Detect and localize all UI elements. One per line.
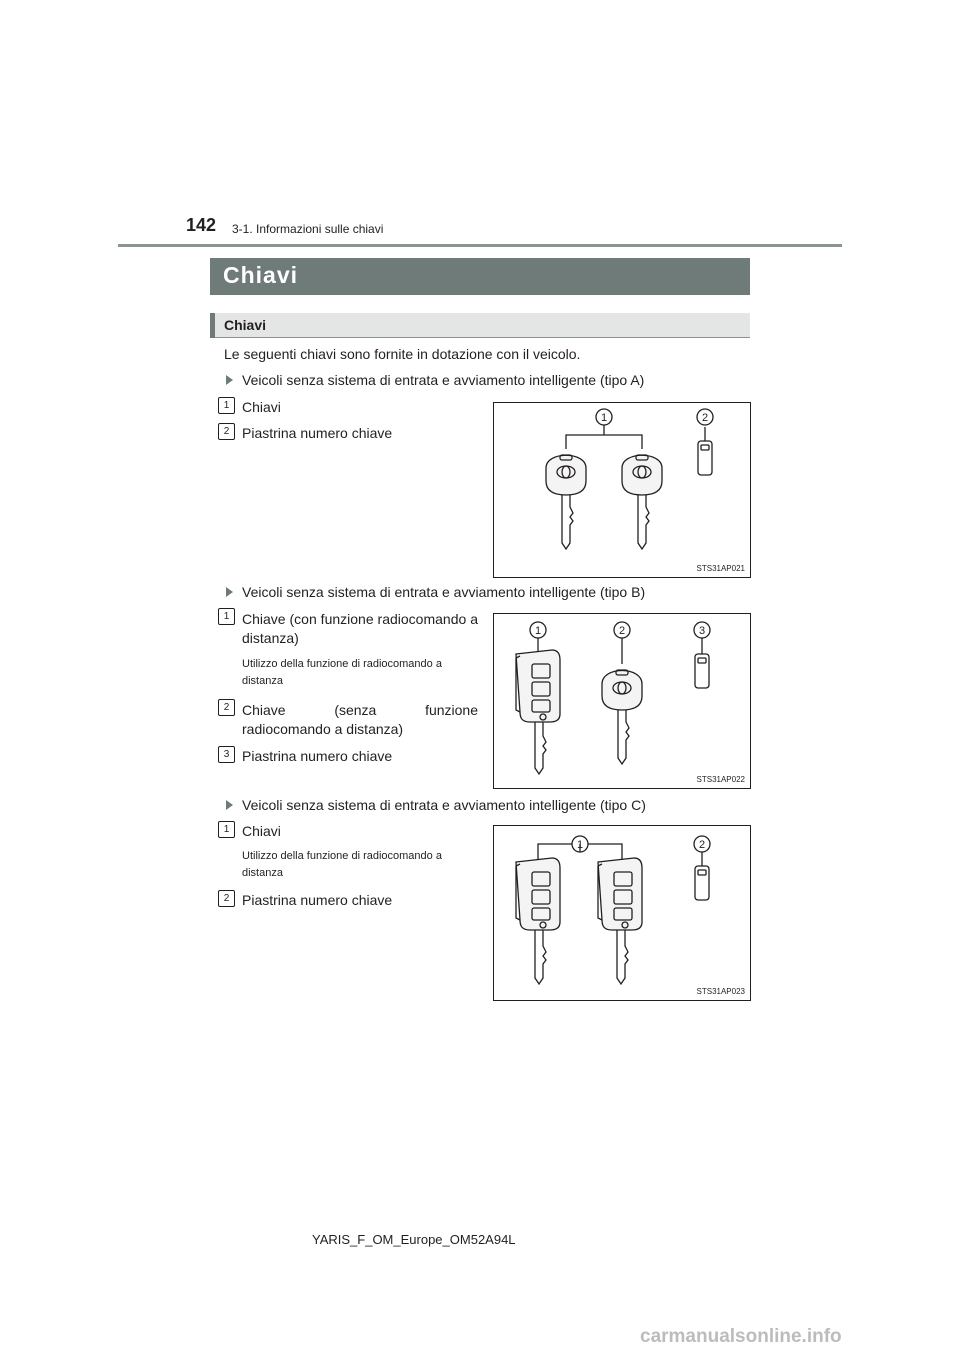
- triangle-bullet-icon: [226, 375, 233, 385]
- header-divider: [118, 244, 842, 247]
- figure-code: STS31AP021: [696, 564, 745, 573]
- figure-keys-type-c: [493, 825, 751, 1001]
- figure-keys-type-a: [493, 402, 751, 578]
- case-a-item-1: Chiavi: [242, 399, 281, 415]
- case-c-item-2: Piastrina numero chiave: [242, 892, 393, 908]
- callout-number: 2: [218, 890, 235, 907]
- page-title-band: [210, 258, 750, 295]
- intro-text: Le seguenti chiavi sono fornite in dotazione con il veicolo.: [224, 346, 581, 362]
- case-a-heading: [226, 372, 644, 388]
- callout-number: 1: [218, 608, 235, 625]
- case-b-heading-text: Veicoli senza sistema di entrata e avviamento intelligente (tipo B): [242, 584, 646, 600]
- callout-number: 2: [218, 699, 235, 716]
- keys-type-c-illustration: [494, 826, 750, 1000]
- case-b-item-2: Chiave (senza funzione radiocomando a distanza): [242, 702, 478, 737]
- case-c-heading: [226, 797, 646, 813]
- triangle-bullet-icon: [226, 800, 233, 810]
- document-footer-code: YARIS_F_OM_Europe_OM52A94L: [312, 1232, 516, 1247]
- case-b-heading: [226, 584, 645, 600]
- page-title: Chiavi: [223, 262, 299, 288]
- callout-number: 2: [218, 423, 235, 440]
- subtitle-band: [210, 313, 750, 338]
- case-c-item-1: Chiavi: [242, 823, 281, 839]
- case-a-item-2: Piastrina numero chiave: [242, 425, 393, 441]
- figure-code: STS31AP022: [696, 775, 745, 784]
- figure-c-callout-1: 1: [576, 839, 584, 851]
- case-c-heading-text: Veicoli senza sistema di entrata e avviamento intelligente (tipo C): [242, 797, 646, 813]
- figure-b-callout-1: 1: [534, 625, 542, 637]
- case-a-heading-text: Veicoli senza sistema di entrata e avviamento intelligente (tipo A): [242, 372, 645, 388]
- case-b-item-1: Chiave (con funzione radiocomando a distanza): [242, 611, 478, 646]
- triangle-bullet-icon: [226, 587, 233, 597]
- keys-type-b-illustration: [494, 614, 750, 788]
- case-c-item-1-note: Utilizzo della funzione di radiocomando a distanza: [242, 850, 442, 879]
- figure-a-callout-1: 1: [600, 412, 608, 424]
- figure-code: STS31AP023: [696, 987, 745, 996]
- subtitle-accent-bar: [210, 313, 215, 338]
- figure-c-callout-2: 2: [698, 839, 706, 851]
- section-breadcrumb: 3-1. Informazioni sulle chiavi: [232, 222, 384, 236]
- figure-b-callout-3: 3: [698, 625, 706, 637]
- callout-number: 1: [218, 821, 235, 838]
- case-b-item-3: Piastrina numero chiave: [242, 748, 393, 764]
- callout-number: 1: [218, 397, 235, 414]
- figure-keys-type-b: [493, 613, 751, 789]
- watermark: carmanualsonline.info: [640, 1326, 842, 1347]
- page-number: 142: [186, 215, 217, 235]
- callout-number: 3: [218, 746, 235, 763]
- figure-b-callout-2: 2: [618, 625, 626, 637]
- keys-type-a-illustration: [494, 403, 750, 577]
- subtitle: Chiavi: [224, 317, 267, 333]
- figure-a-callout-2: 2: [701, 412, 709, 424]
- case-b-item-1-note: Utilizzo della funzione di radiocomando a distanza: [242, 658, 442, 687]
